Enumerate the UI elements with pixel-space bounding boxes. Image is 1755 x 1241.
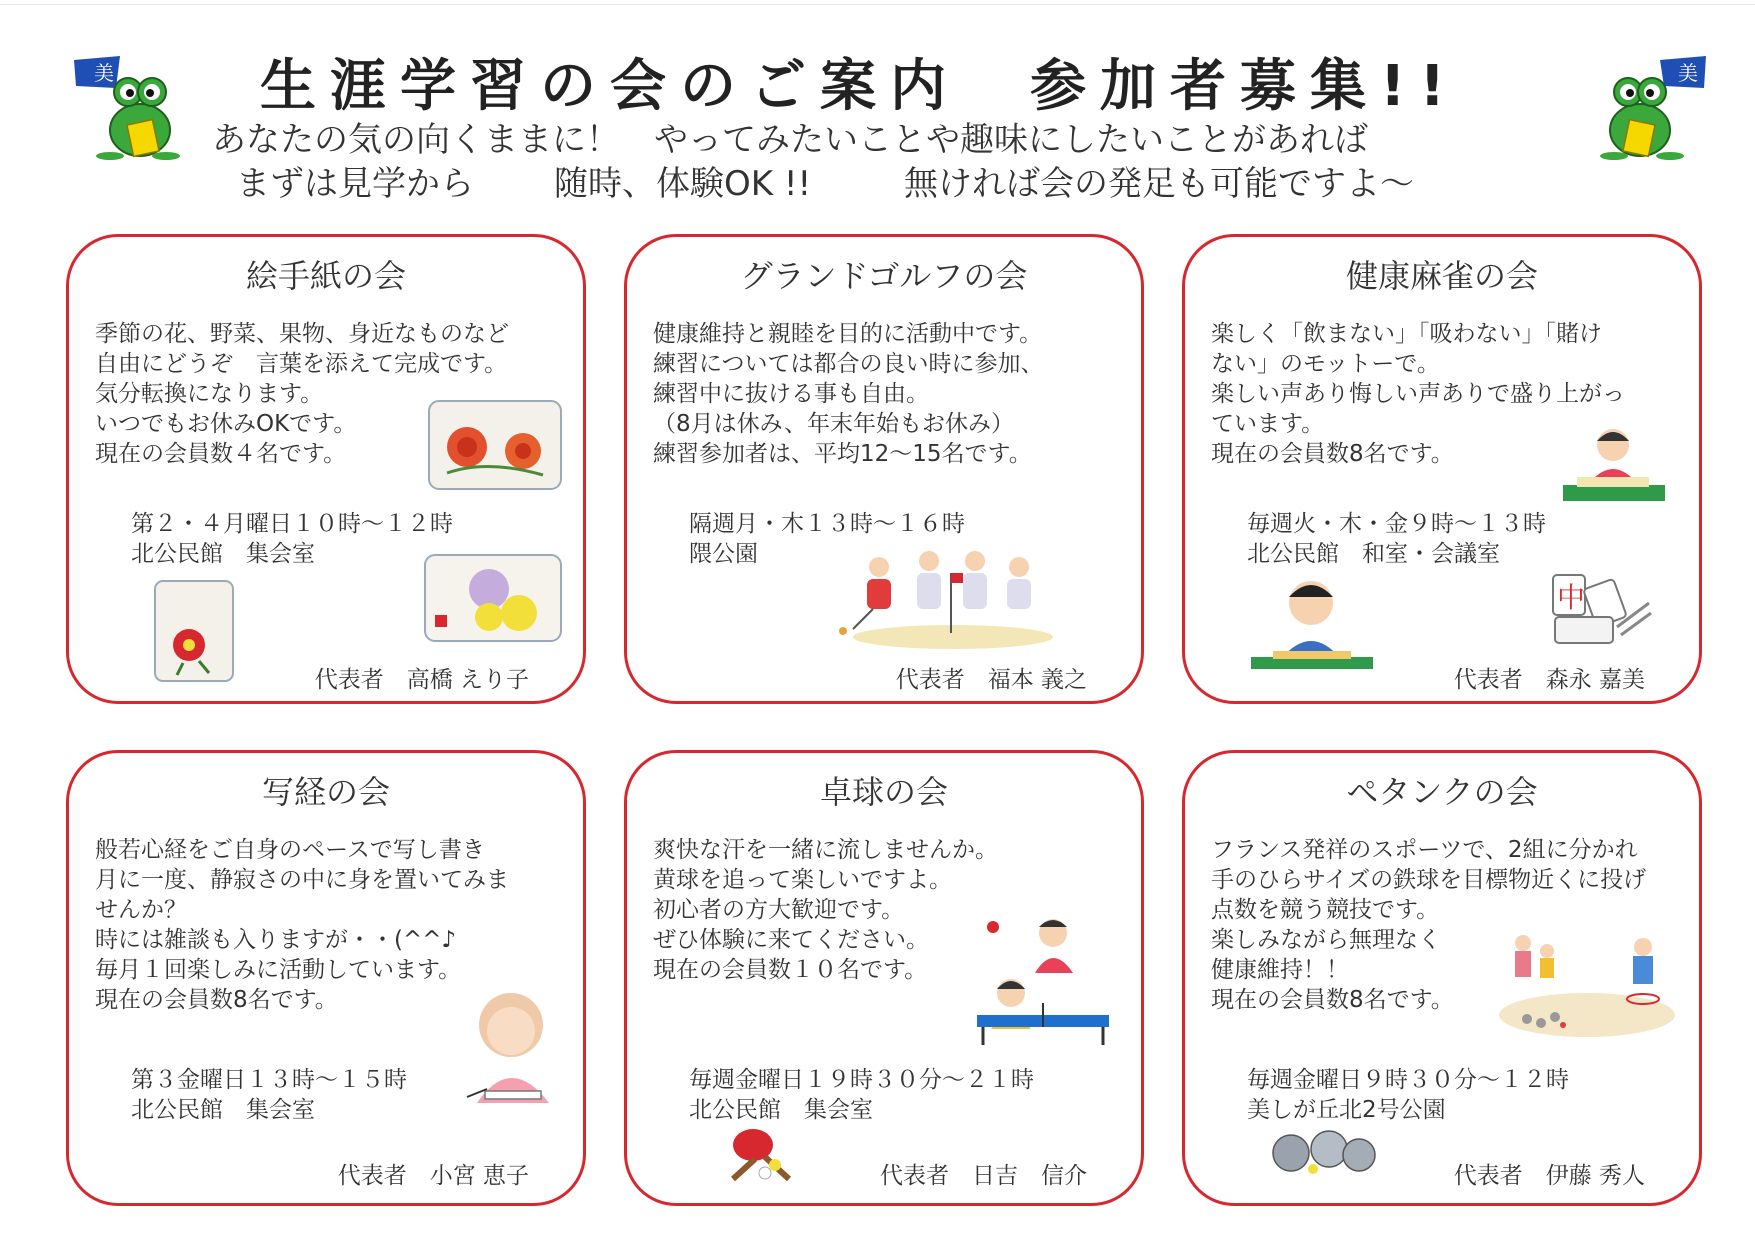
schedule bbox=[689, 1065, 1034, 1125]
pansy-postcard-illustration-icon bbox=[423, 553, 563, 643]
card-etegami bbox=[66, 234, 586, 704]
desc-line: せんか？ bbox=[95, 897, 187, 923]
desc-line: ない」のモットーで。 bbox=[1211, 351, 1440, 377]
ping-pong-paddles-icon bbox=[725, 1125, 801, 1185]
desc-line: 現在の会員数8名です。 bbox=[95, 987, 338, 1013]
tagline-line-2c: 無ければ会の発足も可能ですよ～ bbox=[904, 164, 1414, 204]
desc-line: 毎月１回楽しみに活動しています。 bbox=[95, 957, 462, 983]
schedule-time: 毎週金曜日９時３０分～１２時 bbox=[1247, 1067, 1569, 1093]
schedule-place: 北公民館 集会室 bbox=[689, 1097, 873, 1123]
schedule-time: 毎週火・木・金９時～１３時 bbox=[1247, 511, 1546, 537]
woman-writing-sutra-illustration-icon bbox=[459, 985, 563, 1107]
desc-line: 手のひらサイズの鉄球を目標物近くに投げ bbox=[1211, 867, 1647, 893]
camellia-postcard-illustration-icon bbox=[153, 579, 235, 683]
desc-line: 楽しい声あり悔しい声ありで盛り上がっ bbox=[1211, 381, 1625, 407]
desc-line: 爽快な汗を一緒に流しませんか。 bbox=[653, 837, 998, 863]
schedule bbox=[1247, 1065, 1569, 1125]
woman-playing-mahjong-illustration-icon bbox=[1557, 425, 1671, 505]
representative: 代表者 日吉 信介 bbox=[880, 1163, 1087, 1189]
card-title: 写経の会 bbox=[261, 773, 390, 811]
card-title: ペタンクの会 bbox=[1346, 773, 1538, 811]
tagline-line-2a: まずは見学から bbox=[236, 164, 474, 204]
petanque-balls-icon bbox=[1269, 1127, 1379, 1177]
desc-line: 黄球を追って楽しいですよ。 bbox=[653, 867, 952, 893]
desc-line: ぜひ体験に来てください。 bbox=[653, 927, 929, 953]
desc-line: 健康維持！！ bbox=[1211, 957, 1349, 983]
mahjong-tiles-illustration-icon bbox=[1545, 567, 1655, 651]
desc-line: 月に一度、静寂さの中に身を置いてみま bbox=[95, 867, 509, 893]
flower-postcard-illustration-icon bbox=[427, 399, 563, 491]
desc-line: 自由にどうぞ 言葉を添えて完成です。 bbox=[95, 351, 508, 377]
desc-line: フランス発祥のスポーツで、2組に分かれ bbox=[1211, 837, 1638, 863]
schedule-time: 隔週月・木１３時～１６時 bbox=[689, 511, 965, 537]
desc-line: 現在の会員数１０名です。 bbox=[653, 957, 928, 983]
desc-line: 般若心経をご自身のペースで写し書き bbox=[95, 837, 485, 863]
representative: 代表者 高橋 えり子 bbox=[314, 667, 529, 693]
frog-mascot-right-icon bbox=[1600, 52, 1710, 162]
schedule-place: 美しが丘北2号公園 bbox=[1247, 1097, 1446, 1123]
desc-line: 点数を競う競技です。 bbox=[1211, 897, 1440, 923]
representative: 代表者 伊藤 秀人 bbox=[1453, 1163, 1645, 1189]
schedule-place: 北公民館 和室・会議室 bbox=[1247, 541, 1500, 567]
card-table-tennis bbox=[624, 750, 1144, 1206]
card-title: 健康麻雀の会 bbox=[1345, 257, 1538, 295]
desc-line: 現在の会員数8名です。 bbox=[1211, 987, 1454, 1013]
card-ground-golf bbox=[624, 234, 1144, 704]
card-title: 絵手紙の会 bbox=[245, 257, 406, 295]
table-tennis-players-illustration-icon bbox=[973, 911, 1113, 1051]
card-description bbox=[653, 319, 1133, 469]
desc-line: 楽しみながら無理なく bbox=[1211, 927, 1441, 953]
desc-line: 現在の会員数４名です。 bbox=[95, 441, 347, 467]
schedule-place: 北公民館 集会室 bbox=[131, 1097, 315, 1123]
desc-line: （8月は休み、年末年始もお休み） bbox=[653, 411, 1015, 437]
schedule-time: 第２・４月曜日１０時～１２時 bbox=[131, 511, 453, 537]
desc-line: 季節の花、野菜、果物、身近なものなど bbox=[95, 321, 509, 347]
tagline-line-1: あなたの気の向くままに！ やってみたいことや趣味にしたいことがあれば bbox=[212, 120, 1368, 160]
ground-golf-players-illustration-icon bbox=[833, 543, 1063, 653]
desc-line: 楽しく「飲まない」「吸わない」「賭け bbox=[1211, 321, 1602, 347]
desc-line: 気分転換になります。 bbox=[95, 381, 324, 407]
card-petanque bbox=[1182, 750, 1702, 1206]
schedule-place: 北公民館 集会室 bbox=[131, 541, 315, 567]
mascot-flag-text: 美 bbox=[94, 61, 114, 85]
desc-line: 練習については都合の良い時に参加、 bbox=[653, 351, 1044, 377]
desc-line: 練習参加者は、平均12～15名です。 bbox=[653, 441, 1032, 467]
petanque-players-illustration-icon bbox=[1497, 929, 1677, 1041]
representative: 代表者 森永 嘉美 bbox=[1453, 667, 1645, 693]
desc-line: 健康維持と親睦を目的に活動中です。 bbox=[653, 321, 1043, 347]
desc-line: 時には雑談も入りますが・・(^^♪ bbox=[95, 927, 457, 953]
representative: 代表者 小宮 恵子 bbox=[337, 1163, 529, 1189]
card-shakyo bbox=[66, 750, 586, 1206]
schedule-time: 第３金曜日１３時～１５時 bbox=[131, 1067, 407, 1093]
schedule bbox=[131, 1065, 407, 1125]
tagline-line-2b: 随時、体験OK !! bbox=[554, 164, 812, 204]
desc-line: 練習中に抜ける事も自由。 bbox=[653, 381, 929, 407]
man-playing-mahjong-illustration-icon bbox=[1249, 573, 1375, 673]
schedule bbox=[1247, 509, 1546, 569]
representative: 代表者 福本 義之 bbox=[895, 667, 1087, 693]
desc-line: いつでもお休みOKです。 bbox=[95, 411, 357, 437]
frog-mascot-left-icon bbox=[70, 52, 180, 162]
schedule bbox=[131, 509, 453, 569]
schedule-time: 毎週金曜日１９時３０分～２１時 bbox=[689, 1067, 1034, 1093]
card-title: グランドゴルフの会 bbox=[740, 257, 1028, 295]
desc-line: ています。 bbox=[1211, 411, 1325, 437]
schedule-place: 隈公園 bbox=[689, 541, 758, 567]
desc-line: 現在の会員数8名です。 bbox=[1211, 441, 1454, 467]
card-title: 卓球の会 bbox=[819, 773, 948, 811]
mahjong-tile-text: 中 bbox=[1557, 581, 1586, 614]
page-title: 生涯学習の会のご案内 参加者募集!! bbox=[260, 54, 1460, 119]
desc-line: 初心者の方大歓迎です。 bbox=[653, 897, 905, 923]
page-top-rule bbox=[0, 4, 1755, 5]
card-mahjong bbox=[1182, 234, 1702, 704]
mascot-flag-text-right: 美 bbox=[1678, 61, 1698, 85]
